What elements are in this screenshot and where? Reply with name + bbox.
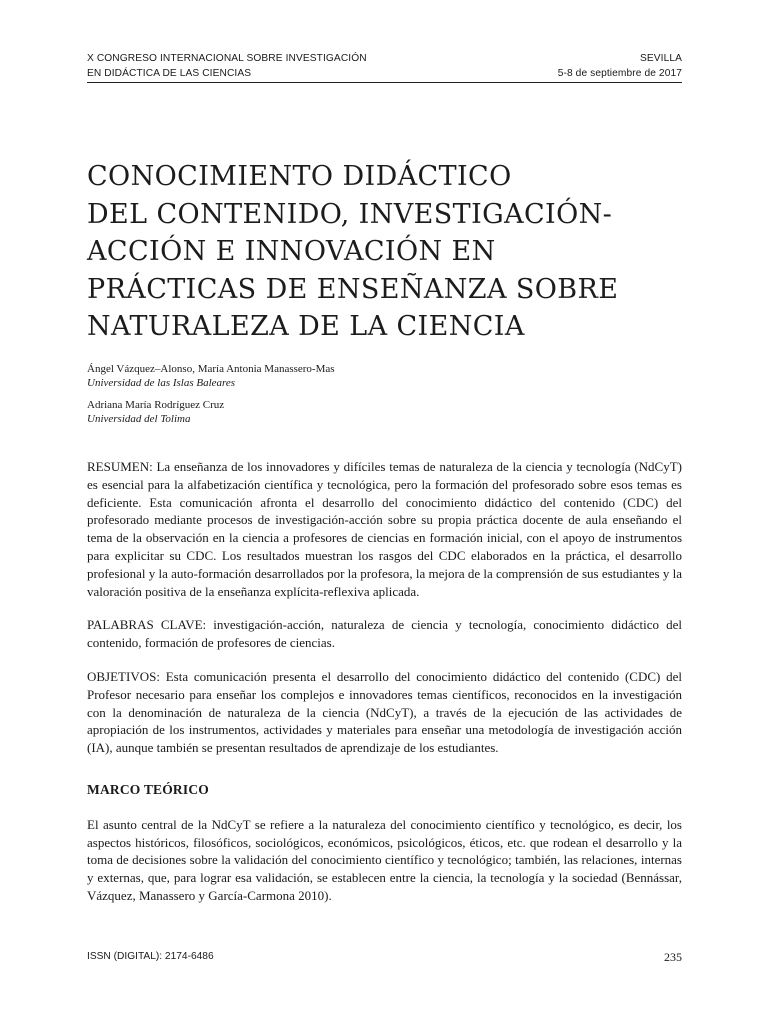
paper-page: [87, 0, 682, 1024]
paper-title: [87, 158, 682, 346]
page-number: 235: [664, 950, 682, 964]
objectives-paragraph: [87, 668, 682, 757]
title-line: PRÁCTICAS DE ENSEÑANZA SOBRE: [87, 273, 619, 305]
abstract-label: RESUMEN:: [87, 459, 153, 474]
title-line: DEL CONTENIDO, INVESTIGACIÓN-: [87, 198, 613, 230]
section-paragraph: El asunto central de la NdCyT se refiere a la naturaleza del conocimiento científico y tecnológico, es decir, los aspectos históricos, filosóficos, sociológicos, económicos, psicológicos, éticos, etc. que rodean el desarrollo y la toma de decisiones sobre la validación del conocimiento científico y tecnológico; también, las relaciones, internas y externas, que, para lograr esa validación, se establecen entre la ciencia, la tecnología y la sociedad (Bennássar, Vázquez, Manassero y García-Carmona 2010).: [87, 816, 682, 903]
author-affiliation: Universidad del Tolima: [87, 413, 191, 425]
author-affiliation: Universidad de las Islas Baleares: [87, 377, 236, 389]
congress-venue: [558, 51, 682, 81]
congress-line-1: X CONGRESO INTERNACIONAL SOBRE INVESTIGACIÓN: [87, 53, 367, 64]
title-line: ACCIÓN E INNOVACIÓN EN: [87, 236, 496, 267]
section-heading: MARCO TEÓRICO: [87, 781, 209, 797]
venue-dates: 5-8 de septiembre de 2017: [557, 68, 682, 79]
congress-name: [87, 51, 367, 81]
paper-body: [87, 458, 682, 921]
title-line: CONOCIMIENTO DIDÁCTICO: [87, 161, 512, 192]
title-line: NATURALEZA DE LA CIENCIA: [87, 311, 525, 342]
author-block: [87, 362, 335, 426]
objectives-text: Esta comunicación presenta el desarrollo del conocimiento didáctico del contenido (CDC) del Profesor necesario para enseñar los complejos e innovadores temas científicos, reconocidos en la investigación con la denominación de naturaleza de la ciencia (NdCyT), a través de la ejecución de las actividades de apropiación de los instrumentos, actividades y materiales para enseñar una metodología de investigación acción (IA), aunque también se presentan resultados de aprendizaje de los estudiantes.: [87, 668, 682, 756]
author-names: Ángel Vázquez–Alonso, María Antonia Manassero-Mas: [87, 363, 335, 375]
venue-city: SEVILLA: [639, 53, 682, 64]
keywords-text: investigación-acción, naturaleza de ciencia y tecnología, conocimiento didáctico del contenido, formación de profesores de ciencias.: [87, 617, 682, 651]
header-rule: [87, 82, 682, 83]
objectives-label: OBJETIVOS:: [87, 668, 160, 684]
issn-label: ISSN (DIGITAL): 2174-6486: [87, 951, 214, 962]
author-names: Adriana María Rodríguez Cruz: [87, 399, 225, 411]
congress-line-2: EN DIDÁCTICA DE LAS CIENCIAS: [87, 68, 252, 79]
abstract-paragraph: [87, 458, 682, 600]
keywords-label: PALABRAS CLAVE:: [87, 617, 207, 633]
abstract-text: La enseñanza de los innovadores y difíciles temas de naturaleza de la ciencia y tecnología (NdCyT) es esencial para la alfabetización científica y tecnológica, pero la formación del profesorado sobre esos temas es deficiente. Esta comunicación afronta el desarrollo del conocimiento didáctico del contenido (CDC) del profesorado mediante procesos de investigación-acción sobre su propia práctica docente de aula enseñando el tema de la observación en la ciencia a profesores de ciencias en formación inicial, con el apoyo de instrumentos para explicitar su CDC. Los resultados muestran los rasgos del CDC elaborados en la práctica, el desarrollo profesional y la auto-formación desarrollados por la profesora, la mejora de la comprensión de sus estudiantes y la valoración positiva de la enseñanza explícita-reflexiva aplicada.: [87, 459, 682, 599]
keywords-paragraph: [87, 616, 682, 652]
